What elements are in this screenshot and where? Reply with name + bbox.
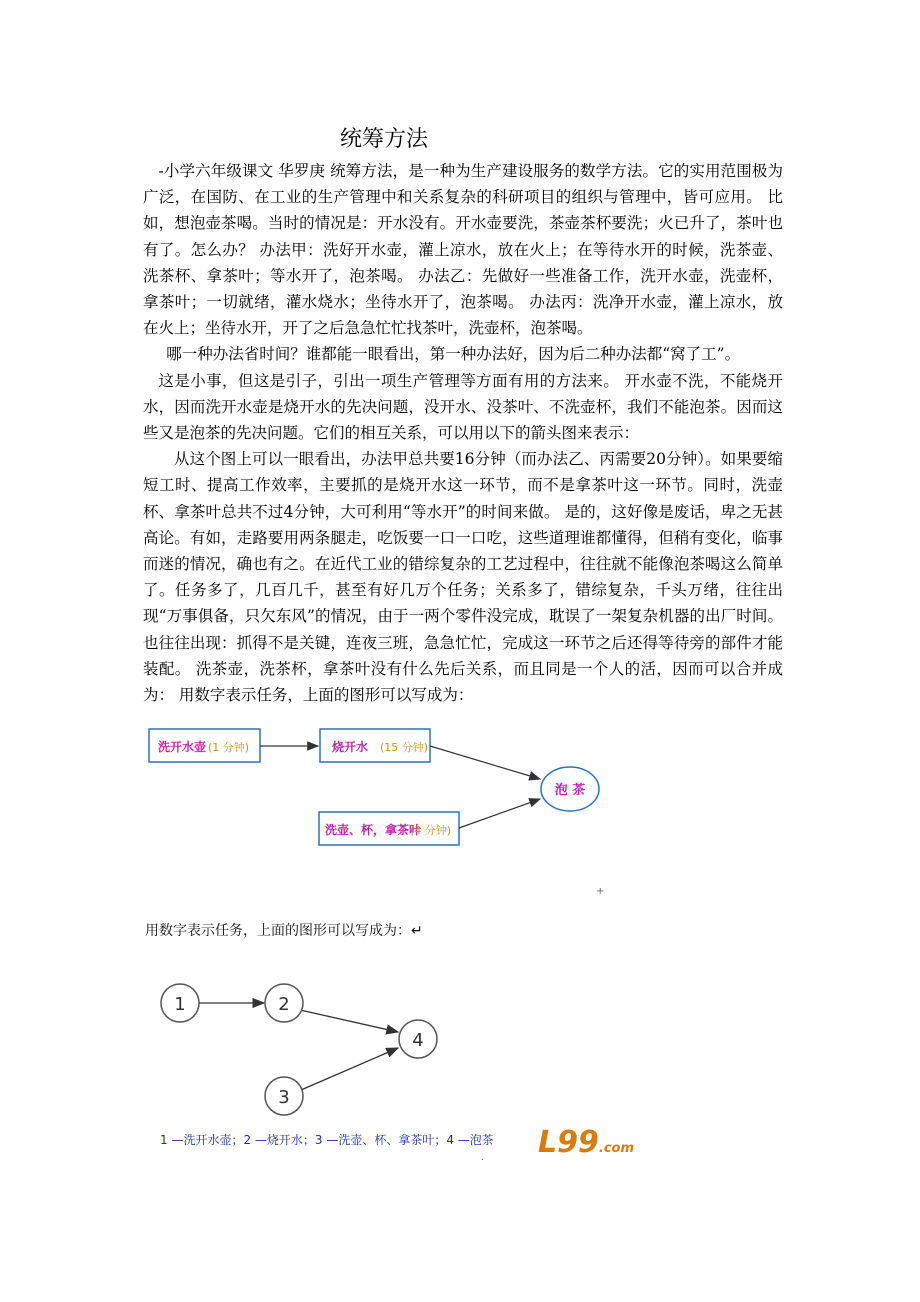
paragraph-4: 从这个图上可以一眼看出，办法甲总共要16分钟（而办法乙、丙需要20分钟）。如果要缩短工时、提高工作效率，主要抓的是烧开水这一环节，而不是拿茶叶这一环节。同时，洗壶杯、拿茶叶总共不过4分钟，大可利用“等水开”的时间来做。 是的，这好像是废话，卑之无甚高论。有如，走路要用两条腿走，吃饭要一口一口吃，这些道理谁都懂得，但稍有变化，临事而迷的情况，确也有之。在近代工业的错综复杂的工艺过程中，往往就不能像泡茶喝这么简单了。任务多了，几百几千，甚至有好几万个任务；关系多了，错综复杂，千头万绪，往往出现“万事俱备，只欠东风”的情况，由于一两个零件没完成，耽误了一架复杂机器的出厂时间。也往往出现：抓得不是关键，连夜三班，急急忙忙，完成这一环节之后还得等待旁的部件才能装配。 洗茶壶，洗茶杯，拿茶叶没有什么先后关系，而且同是一个人的活，因而可以合并成为： 用数字表示任务，上面的图形可以写成为： xyxy=(143,450,783,705)
paragraph-1: -小学六年级课文 华罗庚 统筹方法，是一种为生产建设服务的数学方法。它的实用范围极为广泛，在国防、在工业的生产管理中和关系复杂的科研项目的组织与管理中，皆可应用。 比如，想泡壶茶喝。当时的情况是：开水没有。开水壶要洗，茶壶茶杯要洗；火已升了，茶叶也有了。怎么办？ 办法甲：洗好开水壶，灌上凉水，放在火上；在等待水开的时候，洗茶壶、洗茶杯、拿茶叶；等水开了，泡茶喝。 办法乙：先做好一些准备工作，洗开水壶，洗壶杯，拿茶叶；一切就绪，灌水烧水；坐待水开了，泡茶喝。 办法丙：洗净开水壶，灌上凉水，放在火上；坐待水开，开了之后急急忙忙找茶叶，洗壶杯，泡茶喝。 xyxy=(143,162,783,338)
end-node-label: 泡 茶 xyxy=(554,783,586,798)
paragraph-2: 哪一种办法省时间？谁都能一眼看出，第一种办法好，因为后二种办法都“窝了工”。 xyxy=(166,345,741,364)
box-wash-cups-time: (4 分钟) xyxy=(410,824,452,837)
tea-process-diagram xyxy=(140,715,620,855)
arrow-node3-node4 xyxy=(301,1048,398,1090)
node-4-label: 4 xyxy=(412,1030,424,1051)
diagram2-caption: 用数字表示任务，上面的图形可以写成为：↵ xyxy=(145,923,423,939)
node-3-label: 3 xyxy=(278,1087,290,1108)
tick-mark: ⸱ xyxy=(481,1155,484,1166)
numbered-network-diagram xyxy=(150,970,470,1130)
logo-main: L99 xyxy=(538,1125,599,1160)
box-wash-kettle-task: 洗开水壶 xyxy=(158,740,207,754)
arrow-node2-node4 xyxy=(300,1010,398,1032)
arrow-2-end xyxy=(430,746,540,779)
diagram2-legend: 1 —洗开水壶；2 —烧开水；3 —洗壶、杯、拿茶叶；4 —泡茶 xyxy=(160,1133,494,1147)
page-title: 统筹方法 xyxy=(340,127,429,152)
box-boil-water-time: (15 分钟) xyxy=(380,741,429,754)
box-wash-kettle-time: (1 分钟) xyxy=(208,741,250,754)
l99-logo xyxy=(538,1125,634,1160)
paragraph-3: 这是小事，但这是引子，引出一项生产管理等方面有用的方法来。 开水壶不洗，不能烧开水，因而洗开水壶是烧开水的先决问题，没开水、没茶叶、不洗壶杯，我们不能泡茶。因而这些又是泡茶的先决问题。它们的相互关系，可以用以下的箭头图来表示： xyxy=(143,371,783,443)
box-boil-water-task: 烧开水 xyxy=(332,740,369,754)
logo-suffix: .com xyxy=(598,1141,634,1156)
arrow-3-end xyxy=(459,799,540,828)
node-2-label: 2 xyxy=(278,994,290,1015)
node-1-label: 1 xyxy=(174,994,186,1015)
plus-mark: + xyxy=(596,886,605,897)
box-wash-cups-task: 洗壶、杯，拿茶叶 xyxy=(325,823,422,837)
article-body xyxy=(143,158,783,708)
